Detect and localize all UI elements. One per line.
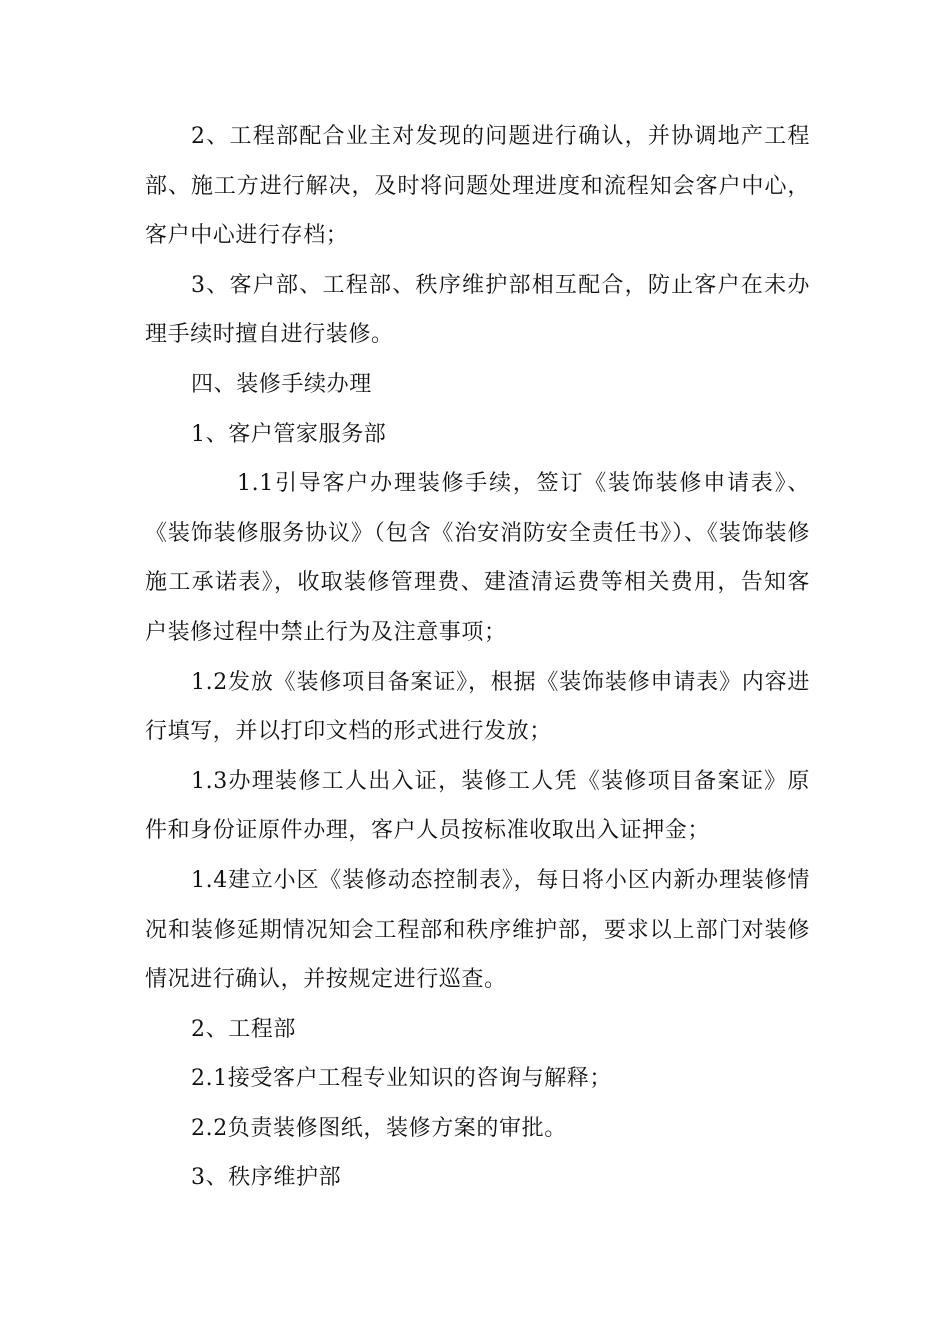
paragraph-departments-cooperate: 3、客户部、工程部、秩序维护部相互配合，防止客户在未办理手续时擅自进行装修。 <box>145 272 810 348</box>
paragraph-item-1-3: 1.3办理装修工人出入证，装修工人凭《装修项目备案证》原件和身份证原件办理，客户人员按标准收取出入证押金； <box>145 768 810 844</box>
subheading-engineering: 2、工程部 <box>191 1016 296 1042</box>
paragraph-item-1-2: 1.2发放《装修项目备案证》，根据《装饰装修申请表》内容进行填写，并以打印文档的形式进行发放； <box>145 669 810 745</box>
paragraph-item-1-1: 1.1引导客户办理装修手续，签订《装饰装修申请表》、《装饰装修服务协议》（包含《治安消防安全责任书》）、《装饰装修施工承诺表》，收取装修管理费、建渣清运费等相关费用，告知客户装修过程中禁止行为及注意事项； <box>145 471 810 645</box>
subheading-customer-service: 1、客户管家服务部 <box>191 421 387 447</box>
document-body <box>145 112 810 1203</box>
paragraph-item-2-1: 2.1接受客户工程专业知识的咨询与解释； <box>191 1066 612 1092</box>
section-heading-renovation-procedures: 四、装修手续办理 <box>191 371 372 397</box>
paragraph-item-1-4: 1.4建立小区《装修动态控制表》，每日将小区内新办理装修情况和装修延期情况知会工程部和秩序维护部，要求以上部门对装修情况进行确认，并按规定进行巡查。 <box>145 867 810 993</box>
paragraph-item-2-2: 2.2负责装修图纸，装修方案的审批。 <box>191 1115 567 1141</box>
subheading-order-maintenance: 3、秩序维护部 <box>191 1165 342 1191</box>
paragraph-engineering-confirm: 2、工程部配合业主对发现的问题进行确认，并协调地产工程部、施工方进行解决，及时将问题处理进度和流程知会客户中心，客户中心进行存档； <box>145 124 810 249</box>
